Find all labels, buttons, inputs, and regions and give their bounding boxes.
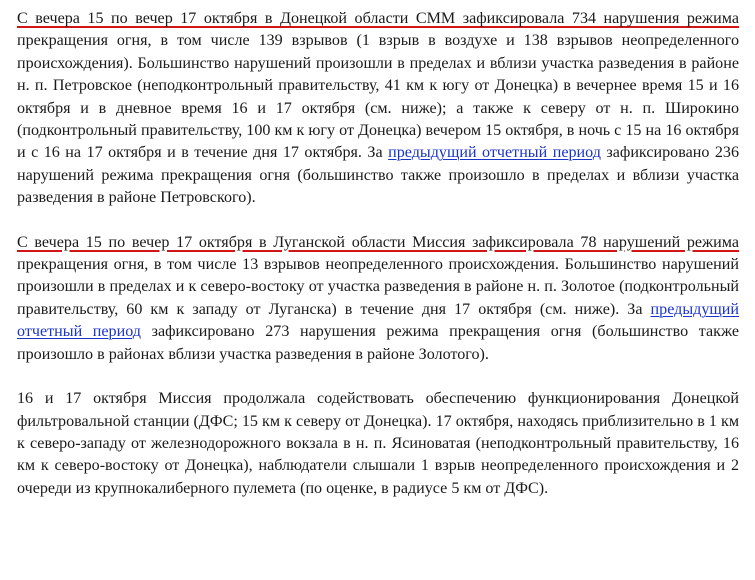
paragraph-text: зафиксировано 236 нарушений режима прекращения огня (большинство также произошло в пределах и вблизи участка разведения в районе Петровского).: [17, 144, 740, 207]
paragraph-donetsk: [17, 8, 739, 210]
previous-report-link[interactable]: предыдущий отчетный период: [388, 144, 601, 162]
previous-report-link[interactable]: предыдущий отчетный период: [17, 300, 739, 341]
paragraph-text: прекращения огня, в том числе 139 взрывов (1 взрыв в воздухе и 138 взрывов неопределенного происхождения). Большинство нарушений произошли в пределах и вблизи участка разведения в районе н. п. Петровское (неподконтрольный правительству, 41 км к югу от Донецка) в вечернее время 15 и 16 октября и в дневное время 16 и 17 октября (см. ниже); а также к северу от н. п. Широкино (подконтрольный правительству, 100 км к югу от Донецка) вечером 15 октября, в ночь с 15 на 16 октября и с 16 на 17 октября и в течение дня 17 октября. За: [17, 32, 739, 162]
highlighted-text: С вечера 15 по вечер 17 октября в Луганской области Миссия зафиксировала 78 нарушений режима: [17, 233, 739, 251]
paragraph-text: прекращения огня, в том числе 13 взрывов неопределенного происхождения. Большинство нарушений произошли в пределах и к северо-востоку от участка разведения в районе н. п. Золотое (подконтрольный правительству, 60 км к западу от Луганска) в течение дня 17 октября (см. ниже). За: [17, 256, 739, 318]
paragraph-text: зафиксировано 273 нарушения режима прекращения огня (большинство также произошло в районах вблизи участка разведения в районе Золотого).: [17, 323, 739, 363]
paragraph-filtration-station: 16 и 17 октября Миссия продолжала содействовать обеспечению функционирования Донецкой фильтровальной станции (ДФС; 15 км к северу от Донецка). 17 октября, находясь приблизительно в 1 км к северо-западу от железнодорожного вокзала в н. п. Ясиноватая (неподконтрольный правительству, 16 км к северо-востоку от Донецка), наблюдатели слышали 1 взрыв неопределенного происхождения и 2 очереди из крупнокалиберного пулемета (по оценке, в радиусе 5 км от ДФС).: [17, 390, 739, 497]
document-page: [17, 8, 739, 500]
highlighted-text: С вечера 15 по вечер 17 октября в Донецкой области СММ зафиксировала 734 нарушения режима: [17, 10, 739, 27]
paragraph-luhansk: [17, 232, 739, 366]
